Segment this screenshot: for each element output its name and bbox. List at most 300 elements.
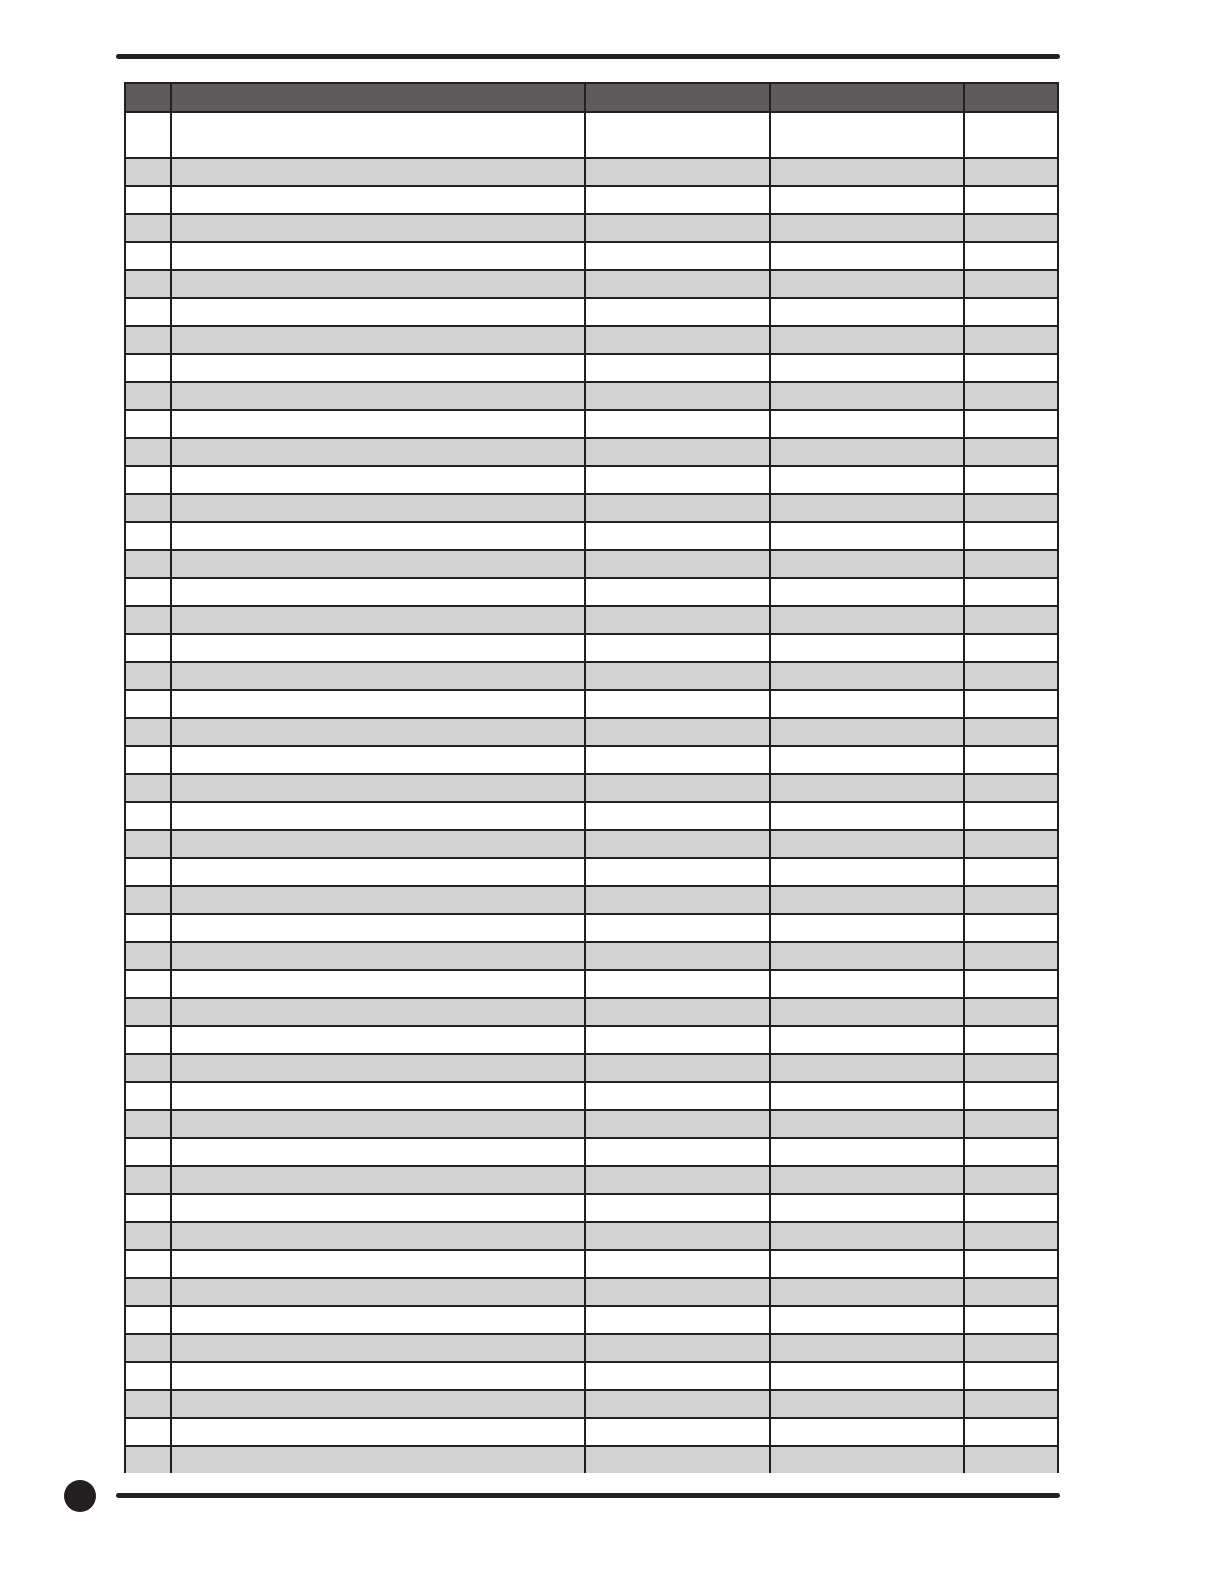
table-cell[interactable] bbox=[964, 494, 1057, 522]
table-row bbox=[126, 270, 1057, 298]
table-cell[interactable] bbox=[964, 186, 1057, 214]
table-row bbox=[126, 1222, 1057, 1250]
table-cell[interactable] bbox=[770, 1390, 964, 1418]
table-cell[interactable] bbox=[171, 1306, 585, 1334]
table-row bbox=[126, 970, 1057, 998]
table-cell[interactable] bbox=[770, 326, 964, 354]
table-cell[interactable] bbox=[171, 1446, 585, 1473]
table-cell[interactable] bbox=[964, 382, 1057, 410]
table-cell[interactable] bbox=[770, 522, 964, 550]
table-cell[interactable] bbox=[964, 298, 1057, 326]
table-cell[interactable] bbox=[770, 718, 964, 746]
table-cell[interactable] bbox=[171, 942, 585, 970]
table-row bbox=[126, 690, 1057, 718]
table-cell[interactable] bbox=[770, 112, 964, 158]
table-cell[interactable] bbox=[770, 1306, 964, 1334]
table-cell[interactable] bbox=[585, 1222, 770, 1250]
table-cell[interactable] bbox=[770, 1278, 964, 1306]
table-body bbox=[126, 112, 1057, 1473]
table-cell[interactable] bbox=[770, 998, 964, 1026]
table-cell[interactable] bbox=[770, 242, 964, 270]
table-cell[interactable] bbox=[171, 1110, 585, 1138]
table-cell[interactable] bbox=[171, 522, 585, 550]
table-cell[interactable] bbox=[770, 1026, 964, 1054]
table-cell[interactable] bbox=[585, 998, 770, 1026]
table-cell[interactable] bbox=[770, 186, 964, 214]
table-cell[interactable] bbox=[964, 970, 1057, 998]
table-cell[interactable] bbox=[126, 746, 171, 774]
table-cell[interactable] bbox=[126, 830, 171, 858]
table-row bbox=[126, 410, 1057, 438]
table-cell[interactable] bbox=[964, 634, 1057, 662]
table-row bbox=[126, 718, 1057, 746]
table-cell[interactable] bbox=[126, 1278, 171, 1306]
table-cell[interactable] bbox=[964, 1194, 1057, 1222]
table-cell[interactable] bbox=[585, 746, 770, 774]
table-cell[interactable] bbox=[585, 214, 770, 242]
table-cell[interactable] bbox=[964, 466, 1057, 494]
table-cell[interactable] bbox=[964, 718, 1057, 746]
table-cell[interactable] bbox=[964, 942, 1057, 970]
table-cell[interactable] bbox=[585, 634, 770, 662]
table-cell[interactable] bbox=[126, 578, 171, 606]
table-cell[interactable] bbox=[585, 158, 770, 186]
table-cell[interactable] bbox=[126, 438, 171, 466]
table-row bbox=[126, 1278, 1057, 1306]
table-cell[interactable] bbox=[770, 1362, 964, 1390]
table-cell[interactable] bbox=[585, 1054, 770, 1082]
table-cell[interactable] bbox=[770, 1082, 964, 1110]
table-cell[interactable] bbox=[585, 270, 770, 298]
table-row bbox=[126, 438, 1057, 466]
table-cell[interactable] bbox=[171, 1194, 585, 1222]
table-cell[interactable] bbox=[171, 606, 585, 634]
table-row bbox=[126, 746, 1057, 774]
table-cell[interactable] bbox=[585, 886, 770, 914]
table-cell[interactable] bbox=[126, 214, 171, 242]
table-cell[interactable] bbox=[770, 214, 964, 242]
table-cell[interactable] bbox=[126, 1390, 171, 1418]
table-cell[interactable] bbox=[770, 298, 964, 326]
table-cell[interactable] bbox=[770, 662, 964, 690]
table-cell[interactable] bbox=[126, 494, 171, 522]
table-cell[interactable] bbox=[964, 1390, 1057, 1418]
table-cell[interactable] bbox=[770, 466, 964, 494]
table-cell[interactable] bbox=[770, 690, 964, 718]
table-cell[interactable] bbox=[585, 1390, 770, 1418]
table-cell[interactable] bbox=[964, 354, 1057, 382]
table-cell[interactable] bbox=[126, 466, 171, 494]
table-row bbox=[126, 886, 1057, 914]
table-cell[interactable] bbox=[126, 718, 171, 746]
table-cell[interactable] bbox=[964, 774, 1057, 802]
table-cell[interactable] bbox=[964, 606, 1057, 634]
table-cell[interactable] bbox=[126, 886, 171, 914]
table-cell[interactable] bbox=[171, 270, 585, 298]
table-cell[interactable] bbox=[126, 1082, 171, 1110]
table-cell[interactable] bbox=[964, 1026, 1057, 1054]
table-cell[interactable] bbox=[770, 746, 964, 774]
table-row bbox=[126, 1054, 1057, 1082]
table-cell[interactable] bbox=[126, 634, 171, 662]
table-cell[interactable] bbox=[770, 1250, 964, 1278]
table-cell[interactable] bbox=[964, 438, 1057, 466]
table-row bbox=[126, 1110, 1057, 1138]
table-cell[interactable] bbox=[770, 942, 964, 970]
table-row bbox=[126, 1362, 1057, 1390]
table-cell[interactable] bbox=[126, 270, 171, 298]
table-row bbox=[126, 634, 1057, 662]
table-cell[interactable] bbox=[126, 242, 171, 270]
table-cell[interactable] bbox=[126, 186, 171, 214]
table-row bbox=[126, 998, 1057, 1026]
table-cell[interactable] bbox=[126, 326, 171, 354]
table-row bbox=[126, 1250, 1057, 1278]
table-row bbox=[126, 1334, 1057, 1362]
table-cell[interactable] bbox=[770, 634, 964, 662]
table-cell[interactable] bbox=[171, 858, 585, 886]
table-row bbox=[126, 158, 1057, 186]
table-row bbox=[126, 774, 1057, 802]
table-cell[interactable] bbox=[585, 802, 770, 830]
table-cell[interactable] bbox=[585, 578, 770, 606]
table-cell[interactable] bbox=[585, 970, 770, 998]
table-row bbox=[126, 942, 1057, 970]
table-cell[interactable] bbox=[964, 410, 1057, 438]
table-cell[interactable] bbox=[770, 1334, 964, 1362]
table-cell[interactable] bbox=[964, 1278, 1057, 1306]
table-cell[interactable] bbox=[585, 690, 770, 718]
table-row bbox=[126, 802, 1057, 830]
table-cell[interactable] bbox=[585, 1026, 770, 1054]
table-cell[interactable] bbox=[585, 606, 770, 634]
table-cell[interactable] bbox=[585, 774, 770, 802]
table-cell[interactable] bbox=[770, 914, 964, 942]
table-cell[interactable] bbox=[126, 1194, 171, 1222]
table-cell[interactable] bbox=[126, 1446, 171, 1473]
blank-form-table bbox=[124, 82, 1059, 1473]
table-cell[interactable] bbox=[171, 1166, 585, 1194]
table-row bbox=[126, 1166, 1057, 1194]
table-cell[interactable] bbox=[770, 270, 964, 298]
table-cell[interactable] bbox=[964, 326, 1057, 354]
table-cell[interactable] bbox=[964, 158, 1057, 186]
table-cell[interactable] bbox=[171, 550, 585, 578]
table-cell[interactable] bbox=[171, 112, 585, 158]
table-cell[interactable] bbox=[171, 1278, 585, 1306]
table-cell[interactable] bbox=[770, 550, 964, 578]
table-cell[interactable] bbox=[171, 186, 585, 214]
table-cell[interactable] bbox=[126, 998, 171, 1026]
table-cell[interactable] bbox=[126, 298, 171, 326]
table-row bbox=[126, 214, 1057, 242]
table-cell[interactable] bbox=[171, 466, 585, 494]
table-row bbox=[126, 1306, 1057, 1334]
table-cell[interactable] bbox=[585, 522, 770, 550]
table-row bbox=[126, 578, 1057, 606]
table-cell[interactable] bbox=[964, 1418, 1057, 1446]
table-row bbox=[126, 1390, 1057, 1418]
table-cell[interactable] bbox=[171, 242, 585, 270]
table-cell[interactable] bbox=[770, 410, 964, 438]
table-cell[interactable] bbox=[964, 1166, 1057, 1194]
table-row bbox=[126, 494, 1057, 522]
table-cell[interactable] bbox=[964, 1334, 1057, 1362]
table-cell[interactable] bbox=[126, 1166, 171, 1194]
header-cell-3 bbox=[585, 84, 770, 112]
header-cell-2 bbox=[171, 84, 585, 112]
table-cell[interactable] bbox=[585, 1082, 770, 1110]
table-cell[interactable] bbox=[964, 886, 1057, 914]
table-cell[interactable] bbox=[171, 1026, 585, 1054]
table-row bbox=[126, 112, 1057, 158]
table-cell[interactable] bbox=[770, 1194, 964, 1222]
table-cell[interactable] bbox=[171, 1250, 585, 1278]
header-cell-5 bbox=[964, 84, 1057, 112]
table-cell[interactable] bbox=[126, 522, 171, 550]
table-cell[interactable] bbox=[770, 1446, 964, 1473]
table-cell[interactable] bbox=[770, 1166, 964, 1194]
table-cell[interactable] bbox=[770, 886, 964, 914]
table-cell[interactable] bbox=[126, 158, 171, 186]
table-cell[interactable] bbox=[171, 158, 585, 186]
table-cell[interactable] bbox=[770, 354, 964, 382]
top-rule bbox=[116, 54, 1060, 59]
table-cell[interactable] bbox=[171, 718, 585, 746]
table-cell[interactable] bbox=[171, 214, 585, 242]
table-cell[interactable] bbox=[171, 662, 585, 690]
table-cell[interactable] bbox=[964, 1222, 1057, 1250]
table bbox=[126, 84, 1057, 1473]
table-cell[interactable] bbox=[964, 1362, 1057, 1390]
table-cell[interactable] bbox=[585, 914, 770, 942]
table-header-row bbox=[126, 84, 1057, 112]
table-row bbox=[126, 662, 1057, 690]
table-cell[interactable] bbox=[964, 830, 1057, 858]
table-cell[interactable] bbox=[126, 970, 171, 998]
table-cell[interactable] bbox=[770, 1110, 964, 1138]
table-cell[interactable] bbox=[964, 578, 1057, 606]
table-cell[interactable] bbox=[585, 550, 770, 578]
table-cell[interactable] bbox=[171, 998, 585, 1026]
table-cell[interactable] bbox=[171, 970, 585, 998]
table-row bbox=[126, 1446, 1057, 1473]
table-cell[interactable] bbox=[964, 522, 1057, 550]
table-cell[interactable] bbox=[126, 690, 171, 718]
table-cell[interactable] bbox=[964, 1110, 1057, 1138]
table-cell[interactable] bbox=[126, 1306, 171, 1334]
table-cell[interactable] bbox=[770, 158, 964, 186]
table-cell[interactable] bbox=[770, 1418, 964, 1446]
table-cell[interactable] bbox=[126, 1054, 171, 1082]
table-cell[interactable] bbox=[171, 1082, 585, 1110]
table-cell[interactable] bbox=[585, 494, 770, 522]
table-cell[interactable] bbox=[964, 914, 1057, 942]
table-cell[interactable] bbox=[126, 1222, 171, 1250]
table-cell[interactable] bbox=[585, 326, 770, 354]
table-cell[interactable] bbox=[964, 1082, 1057, 1110]
table-cell[interactable] bbox=[171, 382, 585, 410]
table-cell[interactable] bbox=[964, 1250, 1057, 1278]
table-cell[interactable] bbox=[585, 112, 770, 158]
table-cell[interactable] bbox=[770, 1054, 964, 1082]
table-cell[interactable] bbox=[964, 1446, 1057, 1473]
table-cell[interactable] bbox=[585, 354, 770, 382]
table-cell[interactable] bbox=[964, 242, 1057, 270]
table-cell[interactable] bbox=[126, 382, 171, 410]
table-row bbox=[126, 1082, 1057, 1110]
table-cell[interactable] bbox=[964, 858, 1057, 886]
table-cell[interactable] bbox=[171, 578, 585, 606]
table-cell[interactable] bbox=[171, 830, 585, 858]
header-cell-4 bbox=[770, 84, 964, 112]
table-cell[interactable] bbox=[126, 1138, 171, 1166]
table-cell[interactable] bbox=[171, 1222, 585, 1250]
table-cell[interactable] bbox=[964, 746, 1057, 774]
table-cell[interactable] bbox=[171, 1362, 585, 1390]
table-cell[interactable] bbox=[171, 802, 585, 830]
table-cell[interactable] bbox=[126, 1334, 171, 1362]
bottom-rule bbox=[116, 1493, 1060, 1498]
table-row bbox=[126, 354, 1057, 382]
table-cell[interactable] bbox=[585, 1138, 770, 1166]
table-cell[interactable] bbox=[964, 802, 1057, 830]
table-cell[interactable] bbox=[171, 914, 585, 942]
table-cell[interactable] bbox=[171, 354, 585, 382]
table-cell[interactable] bbox=[585, 1306, 770, 1334]
table-cell[interactable] bbox=[585, 1418, 770, 1446]
table-cell[interactable] bbox=[126, 410, 171, 438]
table-cell[interactable] bbox=[171, 410, 585, 438]
table-row bbox=[126, 298, 1057, 326]
header-cell-1 bbox=[126, 84, 171, 112]
table-cell[interactable] bbox=[585, 1194, 770, 1222]
table-cell[interactable] bbox=[126, 802, 171, 830]
table-cell[interactable] bbox=[964, 1306, 1057, 1334]
table-row bbox=[126, 242, 1057, 270]
table-cell[interactable] bbox=[171, 746, 585, 774]
table-cell[interactable] bbox=[585, 242, 770, 270]
table-cell[interactable] bbox=[126, 1026, 171, 1054]
table-cell[interactable] bbox=[585, 718, 770, 746]
table-row bbox=[126, 522, 1057, 550]
table-row bbox=[126, 606, 1057, 634]
table-cell[interactable] bbox=[770, 858, 964, 886]
table-cell[interactable] bbox=[770, 802, 964, 830]
table-cell[interactable] bbox=[171, 1418, 585, 1446]
table-cell[interactable] bbox=[585, 298, 770, 326]
table-cell[interactable] bbox=[126, 662, 171, 690]
table-cell[interactable] bbox=[126, 942, 171, 970]
table-cell[interactable] bbox=[964, 550, 1057, 578]
table-cell[interactable] bbox=[126, 858, 171, 886]
table-cell[interactable] bbox=[585, 1334, 770, 1362]
table-cell[interactable] bbox=[964, 270, 1057, 298]
table-row bbox=[126, 858, 1057, 886]
table-row bbox=[126, 830, 1057, 858]
table-cell[interactable] bbox=[585, 186, 770, 214]
table-cell[interactable] bbox=[770, 1222, 964, 1250]
table-cell[interactable] bbox=[770, 970, 964, 998]
table-cell[interactable] bbox=[770, 1138, 964, 1166]
table-cell[interactable] bbox=[171, 774, 585, 802]
table-cell[interactable] bbox=[171, 1054, 585, 1082]
table-cell[interactable] bbox=[171, 886, 585, 914]
table-cell[interactable] bbox=[585, 1278, 770, 1306]
table-cell[interactable] bbox=[585, 942, 770, 970]
table-cell[interactable] bbox=[126, 1418, 171, 1446]
table-cell[interactable] bbox=[770, 382, 964, 410]
table-cell[interactable] bbox=[964, 998, 1057, 1026]
table-cell[interactable] bbox=[585, 858, 770, 886]
table-cell[interactable] bbox=[171, 326, 585, 354]
table-cell[interactable] bbox=[126, 354, 171, 382]
table-cell[interactable] bbox=[126, 1362, 171, 1390]
table-cell[interactable] bbox=[964, 690, 1057, 718]
table-cell[interactable] bbox=[171, 1138, 585, 1166]
table-row bbox=[126, 326, 1057, 354]
table-cell[interactable] bbox=[585, 410, 770, 438]
table-row bbox=[126, 1026, 1057, 1054]
table-cell[interactable] bbox=[770, 494, 964, 522]
table-cell[interactable] bbox=[126, 606, 171, 634]
table-cell[interactable] bbox=[126, 774, 171, 802]
table-cell[interactable] bbox=[585, 830, 770, 858]
table-cell[interactable] bbox=[585, 438, 770, 466]
table-cell[interactable] bbox=[171, 438, 585, 466]
table-row bbox=[126, 1194, 1057, 1222]
table-cell[interactable] bbox=[964, 1138, 1057, 1166]
table-cell[interactable] bbox=[964, 1054, 1057, 1082]
table-cell[interactable] bbox=[171, 298, 585, 326]
table-cell[interactable] bbox=[585, 662, 770, 690]
table-row bbox=[126, 382, 1057, 410]
table-cell[interactable] bbox=[126, 550, 171, 578]
table-row bbox=[126, 914, 1057, 942]
table-cell[interactable] bbox=[585, 1250, 770, 1278]
table-row bbox=[126, 1138, 1057, 1166]
page-marker-dot bbox=[64, 1480, 96, 1512]
table-cell[interactable] bbox=[770, 606, 964, 634]
table-cell[interactable] bbox=[171, 494, 585, 522]
table-cell[interactable] bbox=[126, 1250, 171, 1278]
table-cell[interactable] bbox=[171, 690, 585, 718]
table-cell[interactable] bbox=[585, 1362, 770, 1390]
table-cell[interactable] bbox=[770, 438, 964, 466]
table-cell[interactable] bbox=[126, 1110, 171, 1138]
table-row bbox=[126, 466, 1057, 494]
table-cell[interactable] bbox=[964, 662, 1057, 690]
table-cell[interactable] bbox=[126, 914, 171, 942]
table-cell[interactable] bbox=[585, 1166, 770, 1194]
table-cell[interactable] bbox=[770, 578, 964, 606]
table-row bbox=[126, 186, 1057, 214]
table-cell[interactable] bbox=[585, 382, 770, 410]
table-cell[interactable] bbox=[770, 830, 964, 858]
table-cell[interactable] bbox=[171, 634, 585, 662]
table-cell[interactable] bbox=[585, 1446, 770, 1473]
table-cell[interactable] bbox=[585, 466, 770, 494]
table-cell[interactable] bbox=[770, 774, 964, 802]
table-row bbox=[126, 550, 1057, 578]
table-cell[interactable] bbox=[171, 1334, 585, 1362]
table-row bbox=[126, 1418, 1057, 1446]
table-cell[interactable] bbox=[585, 1110, 770, 1138]
table-cell[interactable] bbox=[964, 214, 1057, 242]
table-cell[interactable] bbox=[964, 112, 1057, 158]
table-cell[interactable] bbox=[171, 1390, 585, 1418]
table-cell[interactable] bbox=[126, 112, 171, 158]
